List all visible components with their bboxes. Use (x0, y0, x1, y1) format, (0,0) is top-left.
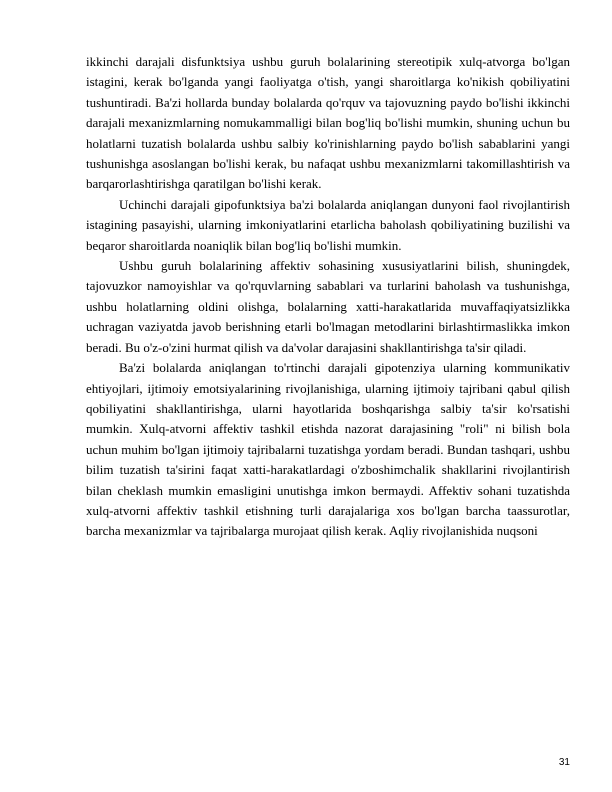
page-number: 31 (558, 757, 570, 768)
body-text (86, 52, 570, 542)
paragraph-4: Ba'zi bolalarda aniqlangan to'rtinchi darajali gipotenziya ularning kommunikativ ehtiyojlari, ijtimoiy emotsiyalarining rivojlanishiga, ularning ijtimoiy tajribani qabul qilish qobiliyatini shakllantirishga, ularni hayotlarida boshqarishga salbiy ta'sir ko'rsatishi mumkin. Xulq-atvorni affektiv tashkil etishda nazorat darajasining "roli" ni bilish bola uchun muhim bo'lgan ijtimoiy tajribalarni tuzatishga yordam beradi. Bundan tashqari, ushbu bilim tuzatish ta'sirini faqat xatti-harakatlardagi o'zboshimchalik shakllarini rivojlantirish bilan cheklash mumkin emasligini unutishga imkon bermaydi. Affektiv sohani tuzatishda xulq-atvorni affektiv tashkil etishning turli darajalariga xos bo'lgan barcha taassurotlar, barcha mexanizmlar va tajribalarga murojaat qilish kerak. Aqliy rivojlanishida nuqsoni (86, 360, 570, 539)
paragraph-2: Uchinchi darajali gipofunktsiya ba'zi bolalarda aniqlangan dunyoni faol rivojlantirish istagining pasayishi, ularning imkoniyatlarini etarlicha baholash qobiliyatining buzilishi va beqaror sharoitlarda noaniqlik bilan bog'liq bo'lishi mumkin. (86, 196, 570, 253)
paragraph-1: ikkinchi darajali disfunktsiya ushbu guruh bolalarining stereotipik xulq-atvorga bo'lgan istagini, kerak bo'lganda yangi faoliyatga o'tish, yangi sharoitlarga ko'nikish qobiliyatini tushuntiradi. Ba'zi hollarda bunday bolalarda qo'rquv va tajovuzning paydo bo'lishi ikkinchi darajali mexanizmlarning nomukammalligi bilan bog'liq bo'lishi mumkin, shuning uchun bu holatlarni tuzatish bolalarda ushbu salbiy ko'rinishlarning paydo bo'lish sabablarini yangi tushunishga asoslangan bo'lishi kerak, bu nafaqat ushbu mexanizmlarni takomillashtirish va barqarorlashtirishga qaratilgan bo'lishi kerak. (86, 54, 570, 192)
paragraph-3: Ushbu guruh bolalarining affektiv sohasining xususiyatlarini bilish, shuningdek, tajovuzkor namoyishlar va qo'rquvlarning sabablari va turlarini baholash va tushunishga, ushbu holatlarning oldini olishga, bolalarning xatti-harakatlarida muvaffaqiyatsizlikka uchragan vaziyatda javob berishning etarli bo'lmagan metodlarini birlashtirmaslikka imkon beradi. Bu o'z-o'zini hurmat qilish va da'volar darajasini shakllantirishga ta'sir qiladi. (86, 258, 570, 355)
